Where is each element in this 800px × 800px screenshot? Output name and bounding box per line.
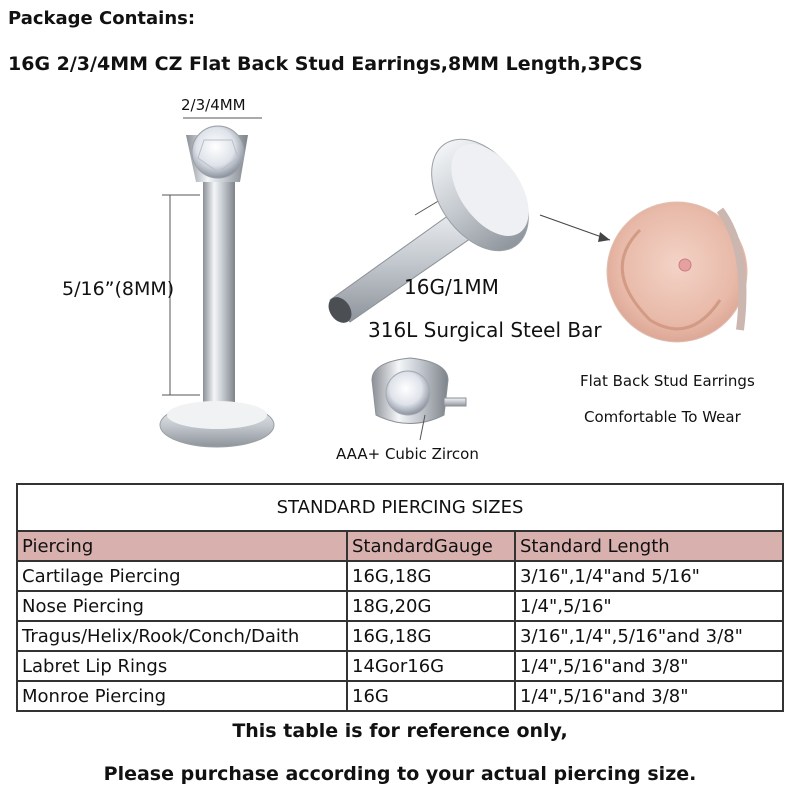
feature-label-1: Flat Back Stud Earrings <box>580 372 755 390</box>
bar-material-label: 316L Surgical Steel Bar <box>368 318 602 342</box>
assembled-stud <box>160 118 274 447</box>
product-subtitle: 16G 2/3/4MM CZ Flat Back Stud Earrings,8MM Length,3PCS <box>8 53 643 75</box>
table-row <box>17 621 783 651</box>
zircon-gem <box>386 371 430 415</box>
ear-piercing-spot <box>679 259 691 271</box>
zircon-thread-pin <box>444 398 466 406</box>
gauge-cell: 16G,18G <box>347 561 515 591</box>
column-header-piercing: Piercing <box>17 531 347 561</box>
table-row <box>17 561 783 591</box>
gauge-cell: 16G,18G <box>347 621 515 651</box>
gem-size-label: 2/3/4MM <box>181 96 246 114</box>
table-row <box>17 591 783 621</box>
gauge-cell: 18G,20G <box>347 591 515 621</box>
piercing-cell: Monroe Piercing <box>17 681 347 711</box>
column-header-length: Standard Length <box>515 531 783 561</box>
length-cell: 1/4",5/16"and 3/8" <box>515 681 783 711</box>
piercing-size-table <box>16 483 784 712</box>
piercing-cell: Labret Lip Rings <box>17 651 347 681</box>
length-cell: 1/4",5/16" <box>515 591 783 621</box>
piercing-cell: Nose Piercing <box>17 591 347 621</box>
length-label: 5/16”(8MM) <box>62 278 175 300</box>
ear-photo <box>607 202 747 342</box>
purchase-note: Please purchase according to your actual piercing size. <box>103 763 697 785</box>
gauge-cell: 16G <box>347 681 515 711</box>
length-cell: 3/16",1/4",5/16"and 3/8" <box>515 621 783 651</box>
stud-bar <box>203 180 235 418</box>
table-row <box>17 681 783 711</box>
gauge-label: 16G/1MM <box>404 275 499 299</box>
column-header-gauge: StandardGauge <box>347 531 515 561</box>
piercing-cell: Tragus/Helix/Rook/Conch/Daith <box>17 621 347 651</box>
length-cell: 3/16",1/4"and 5/16" <box>515 561 783 591</box>
gauge-cell: 14Gor16G <box>347 651 515 681</box>
table-row <box>17 651 783 681</box>
piercing-cell: Cartilage Piercing <box>17 561 347 591</box>
table-title: STANDARD PIERCING SIZES <box>17 484 783 531</box>
zircon-top-part <box>372 358 466 440</box>
reference-note: This table is for reference only, <box>232 720 568 742</box>
feature-label-2: Comfortable To Wear <box>584 408 741 426</box>
length-cell: 1/4",5/16"and 3/8" <box>515 651 783 681</box>
zircon-label: AAA+ Cubic Zircon <box>336 445 479 463</box>
package-title: Package Contains: <box>8 8 196 29</box>
